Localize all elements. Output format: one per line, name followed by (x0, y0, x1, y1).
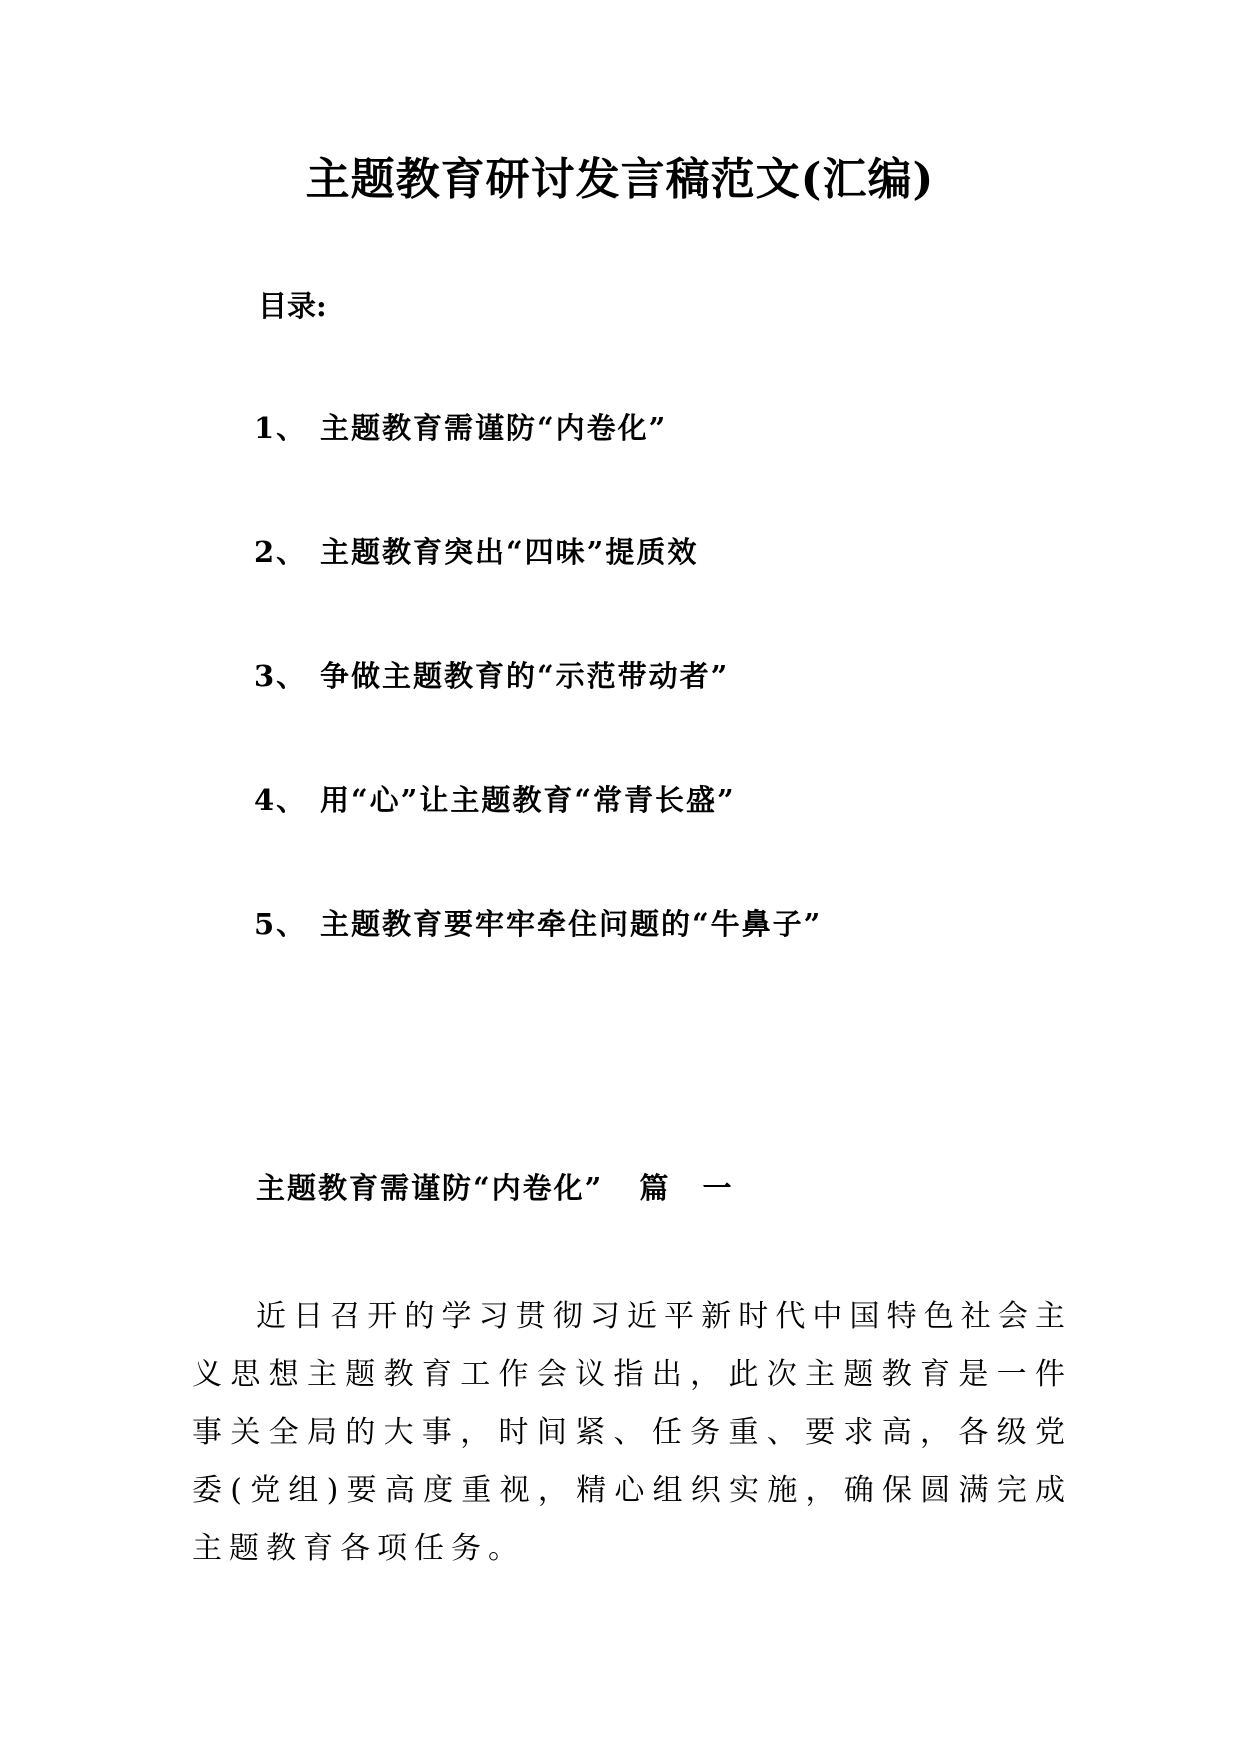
toc-item-text: 争做主题教育的“示范带动者” (320, 659, 730, 693)
toc-item-5 (254, 904, 1014, 944)
body-paragraph: 近日召开的学习贯彻习近平新时代中国特色社会主义思想主题教育工作会议指出，此次主题教育是一件事关全局的大事，时间紧、任务重、要求高，各级党委(党组)要高度重视，精心组织实施，确保圆满完成主题教育各项任务。 (192, 1299, 1072, 1566)
toc-item-number: 3、 (254, 659, 308, 693)
toc-item-number: 5、 (254, 907, 308, 941)
toc-item-number: 4、 (254, 783, 308, 817)
toc-item-text: 主题教育要牢牢牵住问题的“牛鼻子” (320, 907, 823, 941)
toc-item-text: 用“心”让主题教育“常青长盛” (320, 783, 736, 817)
section-heading-text: 主题教育需谨防“内卷化” (256, 1171, 604, 1205)
toc-item-1 (254, 408, 1014, 448)
document-title: 主题教育研讨发言稿范文(汇编) (305, 154, 935, 205)
toc-item-number: 1、 (254, 411, 308, 445)
toc-heading: 目录: (258, 289, 327, 323)
toc-item-number: 2、 (254, 535, 308, 569)
toc-item-text: 主题教育需谨防“内卷化” (320, 411, 668, 445)
section-part-label: 篇 一 (639, 1171, 744, 1205)
toc-item-2 (254, 532, 1014, 572)
toc-item-3 (254, 656, 1014, 696)
toc-item-4 (254, 780, 1014, 820)
section-heading (256, 1168, 743, 1208)
toc-item-text: 主题教育突出“四味”提质效 (320, 535, 699, 569)
